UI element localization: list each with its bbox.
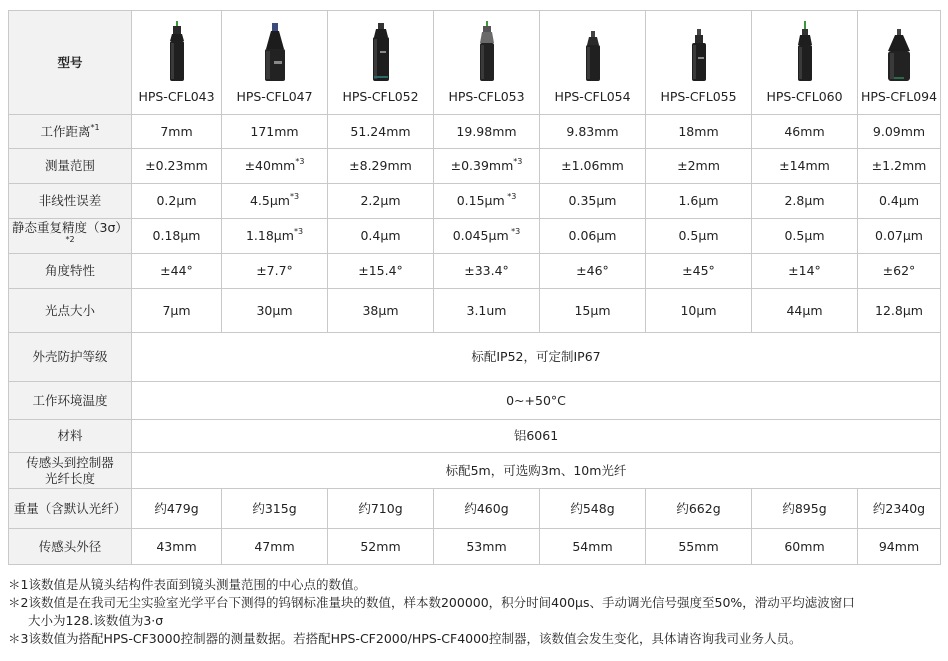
spec-table-wrapper bbox=[8, 10, 941, 565]
model-name: HPS-CFL094 bbox=[860, 88, 938, 104]
table-cell: ±46° bbox=[540, 254, 646, 289]
table-cell: 38μm bbox=[328, 289, 434, 333]
table-cell: ±33.4° bbox=[434, 254, 540, 289]
table-cell: 约662g bbox=[646, 489, 752, 529]
merged-row bbox=[9, 453, 941, 489]
model-header-label: 型号 bbox=[9, 11, 132, 115]
footnote-2-continued: 大小为128.该数值为3·σ bbox=[28, 613, 164, 628]
table-cell: 约460g bbox=[434, 489, 540, 529]
table-cell: 18mm bbox=[646, 115, 752, 149]
table-cell: 0.35μm bbox=[540, 184, 646, 219]
model-cell bbox=[434, 11, 540, 115]
table-cell: 约895g bbox=[752, 489, 858, 529]
table-row bbox=[9, 219, 941, 254]
table-cell: 46mm bbox=[752, 115, 858, 149]
table-cell: 约315g bbox=[222, 489, 328, 529]
model-cell bbox=[752, 11, 858, 115]
table-cell: 2.2μm bbox=[328, 184, 434, 219]
row-label bbox=[9, 453, 132, 489]
table-cell: 0.15μm $^{*3}$ bbox=[434, 184, 540, 219]
table-cell: 94mm bbox=[858, 529, 941, 565]
merged-cell: 铝6061 bbox=[132, 420, 941, 453]
table-cell: 30μm bbox=[222, 289, 328, 333]
table-cell: 0.5μm bbox=[752, 219, 858, 254]
table-row bbox=[9, 149, 941, 184]
model-cell bbox=[540, 11, 646, 115]
table-cell: 171mm bbox=[222, 115, 328, 149]
model-name: HPS-CFL047 bbox=[236, 88, 313, 104]
probe-icon bbox=[884, 21, 914, 83]
table-cell: ±14mm bbox=[752, 149, 858, 184]
table-cell: 0.2μm bbox=[132, 184, 222, 219]
footnote-2: ＊2该数值是在我司无尘实验室光学平台下测得的钨钢标准量块的数值，样本数200000，积分时间400μs、手动调光信号强度至50%，滑动平均滤波窗口 bbox=[8, 595, 855, 610]
row-label: 工作环境温度 bbox=[9, 382, 132, 420]
table-cell: 0.4μm bbox=[858, 184, 941, 219]
table-cell: 60mm bbox=[752, 529, 858, 565]
merged-cell: 标配5m，可选购3m、10m光纤 bbox=[132, 453, 941, 489]
row-label: 静态重复精度$(3\sigma)^{*2}$ bbox=[9, 219, 132, 254]
merged-row bbox=[9, 333, 941, 382]
table-cell: 47mm bbox=[222, 529, 328, 565]
table-cell: 10μm bbox=[646, 289, 752, 333]
table-cell: ±45° bbox=[646, 254, 752, 289]
table-cell: $\pm 0.39mm^{*3}$ bbox=[434, 149, 540, 184]
table-cell: 7μm bbox=[132, 289, 222, 333]
table-cell: 0.07μm bbox=[858, 219, 941, 254]
table-cell: ±7.7° bbox=[222, 254, 328, 289]
table-cell: 约479g bbox=[132, 489, 222, 529]
table-cell: 约710g bbox=[328, 489, 434, 529]
row-label: 重量（含默认光纤） bbox=[9, 489, 132, 529]
table-cell: 0.06μm bbox=[540, 219, 646, 254]
row-label: 传感头外径 bbox=[9, 529, 132, 565]
table-cell: 0.18μm bbox=[132, 219, 222, 254]
model-cell bbox=[328, 11, 434, 115]
model-name: HPS-CFL055 bbox=[660, 88, 737, 104]
table-cell: 12.8μm bbox=[858, 289, 941, 333]
model-cell bbox=[222, 11, 328, 115]
table-cell: 53mm bbox=[434, 529, 540, 565]
table-cell: 3.1um bbox=[434, 289, 540, 333]
table-row bbox=[9, 529, 941, 565]
table-row bbox=[9, 184, 941, 219]
table-cell: 约2340g bbox=[858, 489, 941, 529]
row-label: 工作距离$^{*1}$ bbox=[9, 115, 132, 149]
label-line: 传感头到控制器 bbox=[26, 454, 114, 470]
row-label: 角度特性 bbox=[9, 254, 132, 289]
probe-icon bbox=[162, 21, 192, 83]
model-cell bbox=[646, 11, 752, 115]
table-cell: 19.98mm bbox=[434, 115, 540, 149]
merged-row bbox=[9, 382, 941, 420]
row-label: 非线性误差 bbox=[9, 184, 132, 219]
table-cell: $\pm 40mm^{*3}$ bbox=[222, 149, 328, 184]
table-cell: ±14° bbox=[752, 254, 858, 289]
table-cell: 约548g bbox=[540, 489, 646, 529]
table-cell: 7mm bbox=[132, 115, 222, 149]
model-name: HPS-CFL043 bbox=[138, 88, 215, 104]
table-cell: $1.18\mu m^{*3}$ bbox=[222, 219, 328, 254]
table-cell: 9.09mm bbox=[858, 115, 941, 149]
table-cell: 1.6μm bbox=[646, 184, 752, 219]
table-cell: ±44° bbox=[132, 254, 222, 289]
merged-cell: 0~+50°C bbox=[132, 382, 941, 420]
probe-icon bbox=[472, 21, 502, 83]
probe-icon bbox=[578, 21, 608, 83]
label-line: 光纤长度 bbox=[44, 470, 95, 486]
merged-cell: 标配IP52，可定制IP67 bbox=[132, 333, 941, 382]
spec-table bbox=[8, 10, 941, 565]
table-cell: ±1.06mm bbox=[540, 149, 646, 184]
table-cell: ±2mm bbox=[646, 149, 752, 184]
probe-icon bbox=[684, 21, 714, 83]
model-row bbox=[9, 11, 941, 115]
table-cell: 15μm bbox=[540, 289, 646, 333]
probe-icon bbox=[260, 21, 290, 83]
footnote-1: ＊1该数值是从镜头结构件表面到镜头测量范围的中心点的数值。 bbox=[8, 577, 366, 592]
table-cell: 51.24mm bbox=[328, 115, 434, 149]
model-cell bbox=[132, 11, 222, 115]
table-cell: 2.8μm bbox=[752, 184, 858, 219]
table-cell: 54mm bbox=[540, 529, 646, 565]
table-cell: 52mm bbox=[328, 529, 434, 565]
table-row bbox=[9, 489, 941, 529]
table-cell: ±15.4° bbox=[328, 254, 434, 289]
table-cell: ±8.29mm bbox=[328, 149, 434, 184]
model-name: HPS-CFL054 bbox=[554, 88, 631, 104]
table-cell: 0.5μm bbox=[646, 219, 752, 254]
table-row bbox=[9, 254, 941, 289]
table-row bbox=[9, 115, 941, 149]
model-cell bbox=[858, 11, 941, 115]
model-name: HPS-CFL052 bbox=[342, 88, 419, 104]
table-cell: 55mm bbox=[646, 529, 752, 565]
probe-icon bbox=[790, 21, 820, 83]
probe-icon bbox=[366, 21, 396, 83]
table-cell: $4.5\mu m^{*3}$ bbox=[222, 184, 328, 219]
model-name: HPS-CFL053 bbox=[448, 88, 525, 104]
table-cell: 0.045μm $^{*3}$ bbox=[434, 219, 540, 254]
row-label: 材料 bbox=[9, 420, 132, 453]
merged-row bbox=[9, 420, 941, 453]
table-cell: 43mm bbox=[132, 529, 222, 565]
table-row bbox=[9, 289, 941, 333]
footnote-3: ＊3该数值为搭配HPS-CF3000控制器的测量数据。若搭配HPS-CF2000/HPS-CF4000控制器，该数值会发生变化，具体请咨询我司业务人员。 bbox=[8, 631, 802, 646]
row-label: 光点大小 bbox=[9, 289, 132, 333]
row-label: 外壳防护等级 bbox=[9, 333, 132, 382]
table-cell: 44μm bbox=[752, 289, 858, 333]
row-label: 测量范围 bbox=[9, 149, 132, 184]
table-cell: ±1.2mm bbox=[858, 149, 941, 184]
table-cell: ±62° bbox=[858, 254, 941, 289]
footnotes bbox=[8, 576, 855, 648]
table-cell: 0.4μm bbox=[328, 219, 434, 254]
model-name: HPS-CFL060 bbox=[766, 88, 843, 104]
table-cell: 9.83mm bbox=[540, 115, 646, 149]
table-cell: ±0.23mm bbox=[132, 149, 222, 184]
